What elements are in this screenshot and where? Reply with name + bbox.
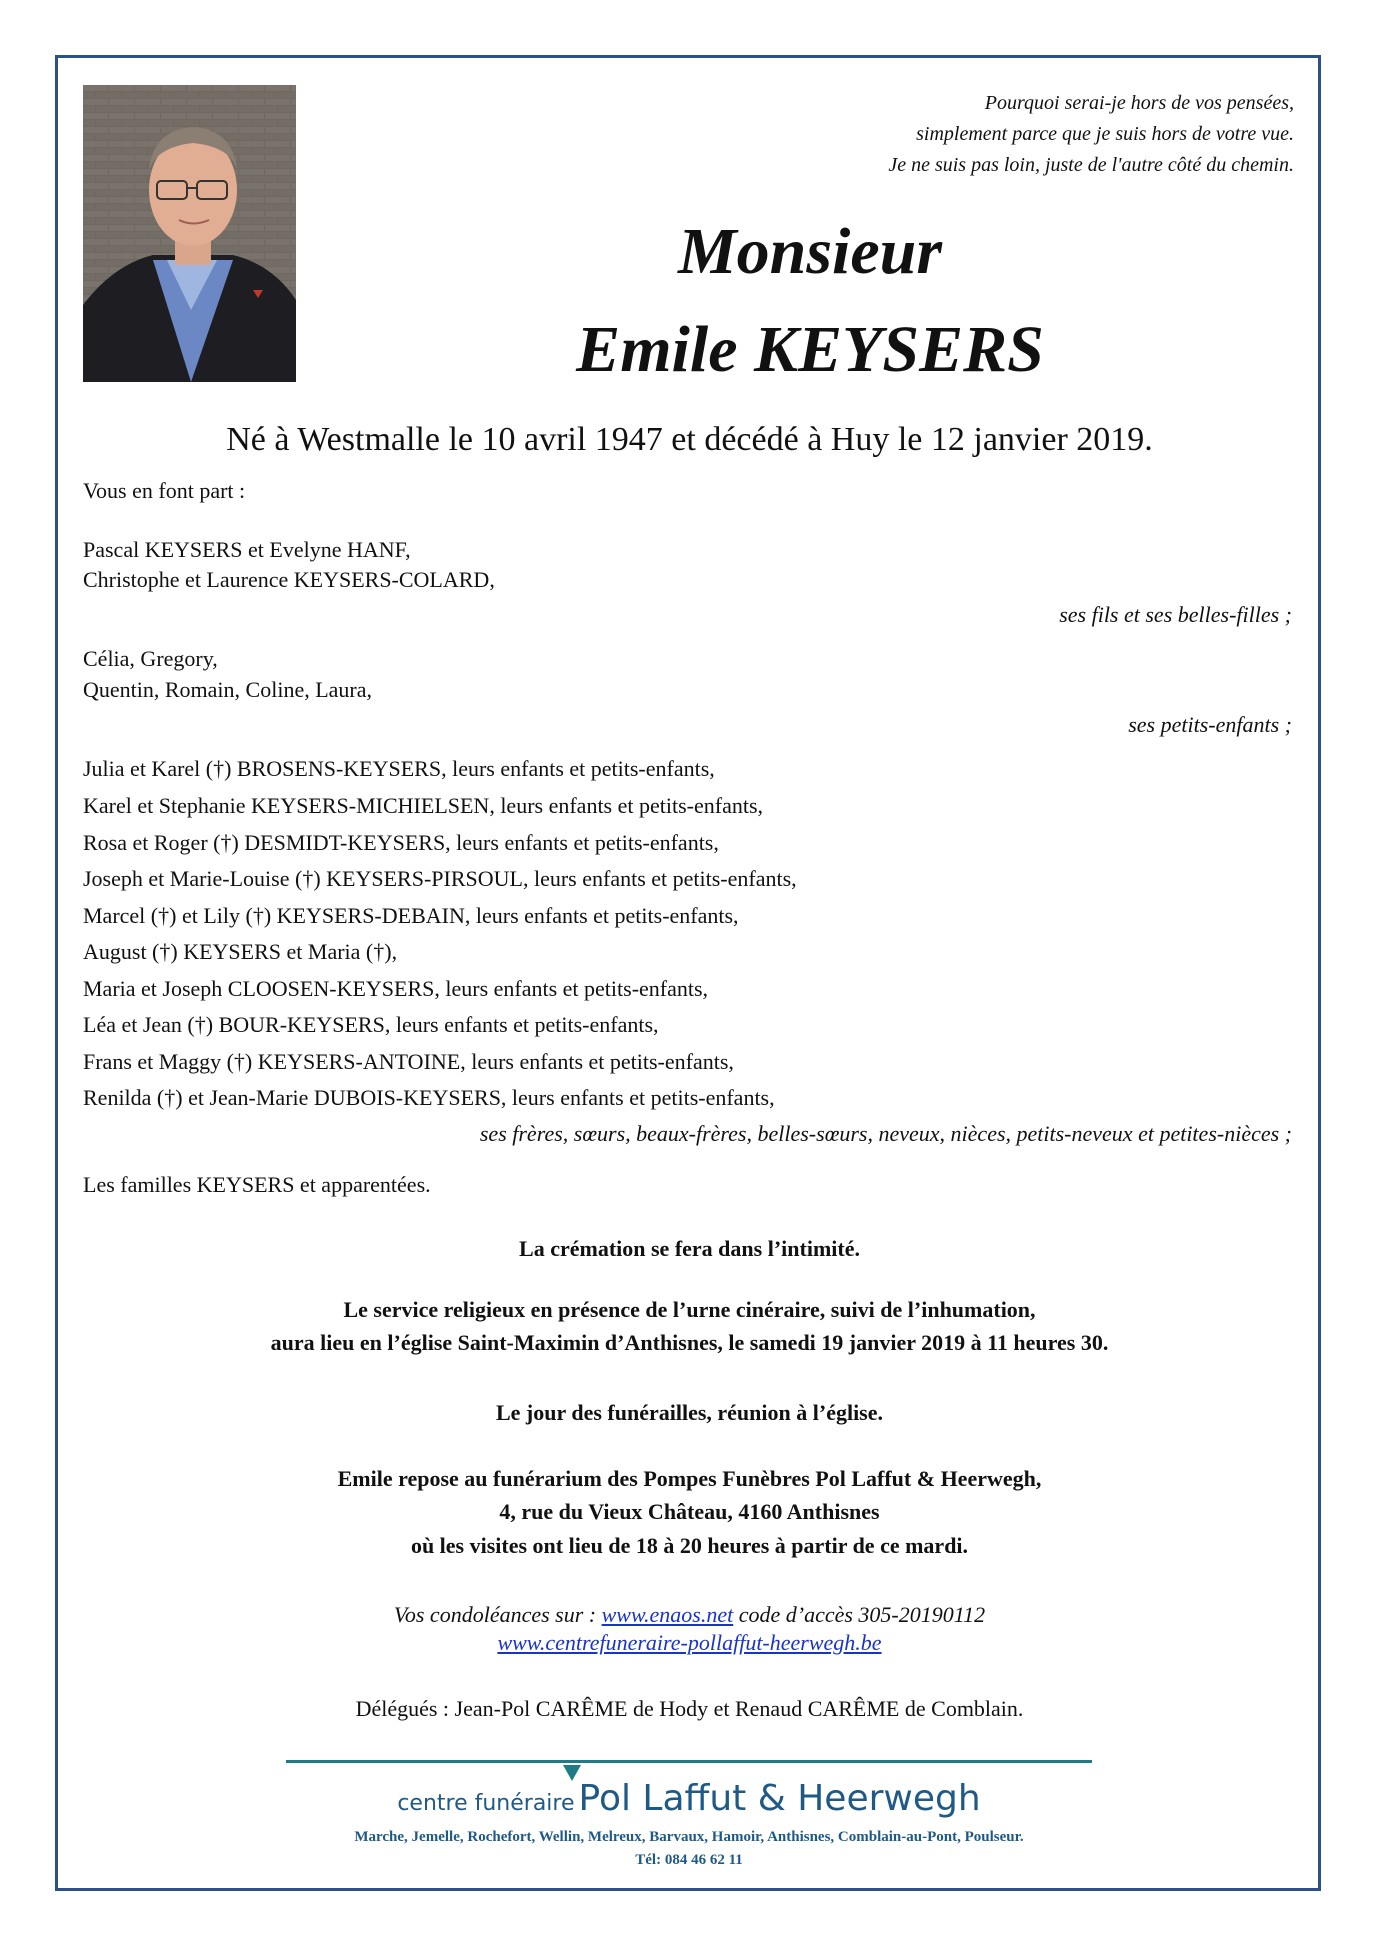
meeting-notice: Le jour des funérailles, réunion à l’église. <box>495 1400 884 1425</box>
intro-text: Vous en font part : <box>83 478 246 503</box>
funeral-home-link[interactable]: www.centrefuneraire-pollaffut-heerwegh.be <box>497 1630 882 1655</box>
funerarium-line: où les visites ont lieu de 18 à 20 heures à partir de ce mardi. <box>410 1533 969 1558</box>
quote-line: Pourquoi serai-je hors de vos pensées, <box>984 92 1294 114</box>
deceased-name: Emile KEYSERS <box>576 313 1044 386</box>
access-code: code d’accès 305-20190112 <box>733 1602 986 1627</box>
funerarium-line: 4, rue du Vieux Château, 4160 Anthisnes <box>499 1499 880 1524</box>
service-line: Le service religieux en présence de l’urne cinéraire, suivi de l’inhumation, <box>343 1297 1036 1322</box>
relation-label: ses frères, sœurs, beaux-frères, belles-sœurs, neveux, nièces, petits-neveux et petites-nièces ; <box>479 1121 1292 1146</box>
funeral-home-logo <box>286 1778 1092 1819</box>
quote-line: simplement parce que je suis hors de votre vue. <box>916 123 1294 145</box>
relation-label: ses fils et ses belles-filles ; <box>1059 602 1292 627</box>
family-line: Julia et Karel (†) BROSENS-KEYSERS, leurs enfants et petits-enfants, <box>83 756 715 781</box>
birth-death-line: Né à Westmalle le 10 avril 1947 et décédé à Huy le 12 janvier 2019. <box>226 421 1153 458</box>
families-line: Les familles KEYSERS et apparentées. <box>83 1172 431 1197</box>
family-line: Rosa et Roger (†) DESMIDT-KEYSERS, leurs enfants et petits-enfants, <box>83 830 719 855</box>
quote-line: Je ne suis pas loin, juste de l'autre côté du chemin. <box>888 154 1294 176</box>
family-line: Pascal KEYSERS et Evelyne HANF, <box>83 537 411 562</box>
family-line: Karel et Stephanie KEYSERS-MICHIELSEN, leurs enfants et petits-enfants, <box>83 793 764 818</box>
logo-phone: Tél: 084 46 62 11 <box>635 1852 743 1868</box>
funerarium-line: Emile repose au funérarium des Pompes Funèbres Pol Laffut & Heerwegh, <box>337 1466 1042 1491</box>
service-line: aura lieu en l’église Saint-Maximin d’Anthisnes, le samedi 19 janvier 2019 à 11 heures 30. <box>270 1330 1109 1355</box>
relation-label: ses petits-enfants ; <box>1128 712 1292 737</box>
logo-rule <box>286 1760 1092 1763</box>
family-line: August (†) KEYSERS et Maria (†), <box>83 939 398 964</box>
family-line: Quentin, Romain, Coline, Laura, <box>83 677 372 702</box>
family-line: Joseph et Marie-Louise (†) KEYSERS-PIRSOUL, leurs enfants et petits-enfants, <box>83 866 797 891</box>
portrait-photo <box>83 85 296 382</box>
memorial-quote <box>594 88 1294 181</box>
family-line: Renilda (†) et Jean-Marie DUBOIS-KEYSERS, leurs enfants et petits-enfants, <box>83 1085 775 1110</box>
logo-prefix: centre funéraire <box>397 1791 575 1816</box>
family-line: Célia, Gregory, <box>83 646 218 671</box>
family-line: Frans et Maggy (†) KEYSERS-ANTOINE, leurs enfants et petits-enfants, <box>83 1049 734 1074</box>
enaos-link[interactable]: www.enaos.net <box>601 1602 734 1627</box>
family-line: Marcel (†) et Lily (†) KEYSERS-DEBAIN, leurs enfants et petits-enfants, <box>83 903 739 928</box>
family-line: Christophe et Laurence KEYSERS-COLARD, <box>83 567 495 592</box>
delegates-line: Délégués : Jean-Pol CARÊME de Hody et Renaud CARÊME de Comblain. <box>355 1696 1024 1721</box>
condolences-prefix: Vos condoléances sur : <box>393 1602 602 1627</box>
family-line: Léa et Jean (†) BOUR-KEYSERS, leurs enfants et petits-enfants, <box>83 1012 659 1037</box>
logo-towns: Marche, Jemelle, Rochefort, Wellin, Melreux, Barvaux, Hamoir, Anthisnes, Comblain-au-Pont, Poulseur. <box>354 1829 1024 1845</box>
cremation-notice: La crémation se fera dans l’intimité. <box>519 1236 860 1261</box>
honorific-title: Monsieur <box>677 215 943 288</box>
logo-name: Pol Laffut & Heerwegh <box>578 1778 981 1819</box>
website-line <box>83 1626 1296 1659</box>
family-line: Maria et Joseph CLOOSEN-KEYSERS, leurs enfants et petits-enfants, <box>83 976 709 1001</box>
